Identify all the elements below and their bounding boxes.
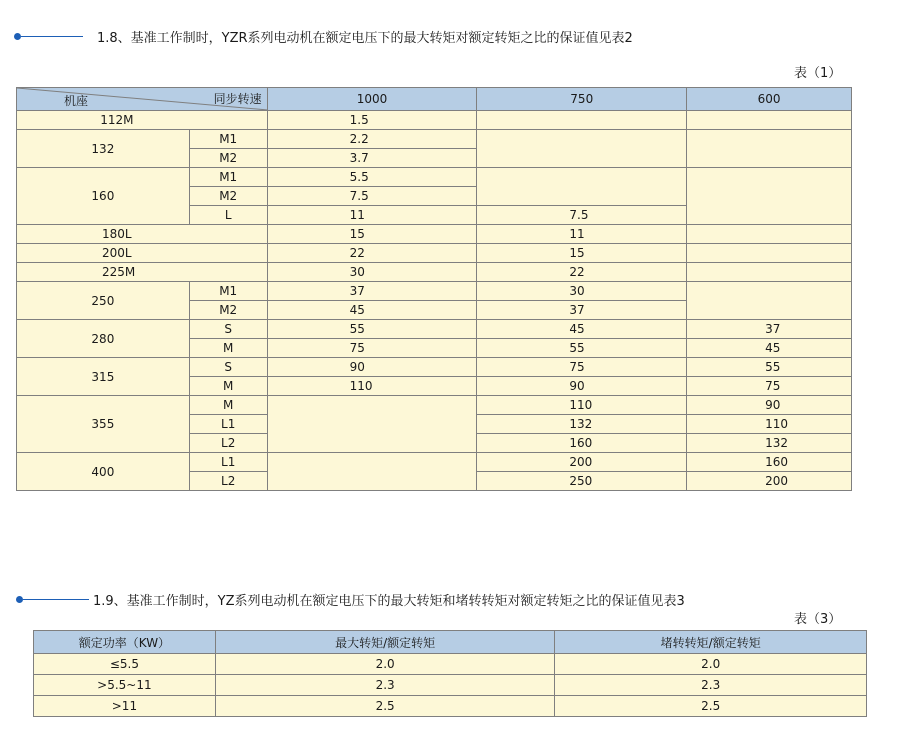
- value-cell: 160: [477, 434, 687, 453]
- sub-cell: M2: [189, 301, 267, 320]
- value-cell: 55: [687, 358, 852, 377]
- section-1-title: 1.8、基准工作制时，YZR系列电动机在额定电压下的最大转矩对额定转矩之比的保证值见表2: [97, 31, 633, 46]
- value-cell: 75: [267, 339, 477, 358]
- table-row: [17, 358, 852, 377]
- frame-axis-label: 机座: [64, 94, 89, 108]
- sub-cell: M: [189, 339, 267, 358]
- value-cell: [687, 244, 852, 263]
- table-row: [17, 320, 852, 339]
- value-cell: 30: [267, 263, 477, 282]
- frame-cell: 132: [17, 130, 190, 168]
- table-row: [17, 396, 852, 415]
- value-cell: 7.5: [267, 187, 477, 206]
- value-cell: 11: [267, 206, 477, 225]
- value-cell: 37: [267, 282, 477, 301]
- table-row: [34, 654, 867, 675]
- value-cell: 200: [687, 472, 852, 491]
- value-cell: [687, 282, 852, 320]
- value-cell: 1.5: [267, 111, 477, 130]
- value-cell: 45: [687, 339, 852, 358]
- corner-header-cell: [17, 88, 268, 111]
- sub-cell: L1: [189, 415, 267, 434]
- value-cell: [267, 396, 477, 453]
- value-cell: 160: [687, 453, 852, 472]
- sub-cell: S: [189, 358, 267, 377]
- table-row: [17, 225, 852, 244]
- torque-ratio-table-1: [16, 87, 852, 491]
- value-cell: 15: [477, 244, 687, 263]
- power-cell: ≤5.5: [34, 654, 216, 675]
- table-row: [17, 111, 852, 130]
- speed-header-1000: 1000: [267, 88, 477, 111]
- value-cell: 5.5: [267, 168, 477, 187]
- value-cell: 30: [477, 282, 687, 301]
- frame-cell: 180L: [17, 225, 268, 244]
- value-cell: [687, 130, 852, 168]
- torque-ratio-table-3: [33, 630, 867, 717]
- value-cell: 15: [267, 225, 477, 244]
- header-power: 额定功率（KW）: [34, 631, 216, 654]
- value-cell: 55: [267, 320, 477, 339]
- value-cell: [687, 225, 852, 244]
- value-cell: 75: [477, 358, 687, 377]
- section-2-heading: [16, 590, 685, 609]
- sub-cell: M: [189, 377, 267, 396]
- sub-cell: M1: [189, 168, 267, 187]
- header-locked-torque-ratio: 堵转转矩/额定转矩: [555, 631, 867, 654]
- value-cell: 2.3: [215, 675, 555, 696]
- sub-cell: M1: [189, 282, 267, 301]
- value-cell: [477, 130, 687, 168]
- value-cell: 37: [477, 301, 687, 320]
- table-row: [34, 675, 867, 696]
- sub-cell: L1: [189, 453, 267, 472]
- frame-cell: 355: [17, 396, 190, 453]
- value-cell: 2.5: [555, 696, 867, 717]
- table-3-caption: 表（3）: [794, 612, 842, 627]
- table-row: [17, 263, 852, 282]
- speed-header-600: 600: [687, 88, 852, 111]
- value-cell: 250: [477, 472, 687, 491]
- table-1-caption: 表（1）: [794, 66, 842, 81]
- section-2-title: 1.9、基准工作制时，YZ系列电动机在额定电压下的最大转矩和堵转转矩对额定转矩之比的保证值见表3: [93, 594, 685, 609]
- value-cell: [687, 111, 852, 130]
- value-cell: 132: [687, 434, 852, 453]
- frame-cell: 200L: [17, 244, 268, 263]
- table-row: [17, 453, 852, 472]
- sub-cell: M1: [189, 130, 267, 149]
- table-row: [17, 282, 852, 301]
- value-cell: [687, 168, 852, 225]
- sub-cell: M2: [189, 149, 267, 168]
- value-cell: 7.5: [477, 206, 687, 225]
- value-cell: 90: [477, 377, 687, 396]
- value-cell: 110: [477, 396, 687, 415]
- section-1-heading: [14, 27, 633, 46]
- sub-cell: L2: [189, 472, 267, 491]
- value-cell: 2.2: [267, 130, 477, 149]
- table-row: [17, 168, 852, 187]
- table-row: [17, 244, 852, 263]
- value-cell: 55: [477, 339, 687, 358]
- value-cell: 22: [267, 244, 477, 263]
- value-cell: 2.5: [215, 696, 555, 717]
- value-cell: [477, 168, 687, 206]
- value-cell: [267, 453, 477, 491]
- value-cell: 2.3: [555, 675, 867, 696]
- sub-cell: S: [189, 320, 267, 339]
- frame-cell: 225M: [17, 263, 268, 282]
- sub-cell: M: [189, 396, 267, 415]
- value-cell: [477, 111, 687, 130]
- value-cell: 22: [477, 263, 687, 282]
- table-header-row: [34, 631, 867, 654]
- value-cell: 132: [477, 415, 687, 434]
- value-cell: 200: [477, 453, 687, 472]
- value-cell: 75: [687, 377, 852, 396]
- value-cell: 3.7: [267, 149, 477, 168]
- value-cell: 45: [477, 320, 687, 339]
- power-cell: >5.5~11: [34, 675, 216, 696]
- sub-cell: M2: [189, 187, 267, 206]
- value-cell: 2.0: [215, 654, 555, 675]
- value-cell: 90: [267, 358, 477, 377]
- power-cell: >11: [34, 696, 216, 717]
- frame-cell: 112M: [17, 111, 268, 130]
- frame-cell: 400: [17, 453, 190, 491]
- value-cell: 37: [687, 320, 852, 339]
- table-row: [34, 696, 867, 717]
- value-cell: [687, 263, 852, 282]
- sub-cell: L: [189, 206, 267, 225]
- frame-cell: 280: [17, 320, 190, 358]
- speed-header-750: 750: [477, 88, 687, 111]
- value-cell: 2.0: [555, 654, 867, 675]
- value-cell: 90: [687, 396, 852, 415]
- sub-cell: L2: [189, 434, 267, 453]
- value-cell: 11: [477, 225, 687, 244]
- frame-cell: 315: [17, 358, 190, 396]
- header-max-torque-ratio: 最大转矩/额定转矩: [215, 631, 555, 654]
- table-row: [17, 130, 852, 149]
- value-cell: 110: [267, 377, 477, 396]
- frame-cell: 160: [17, 168, 190, 225]
- frame-cell: 250: [17, 282, 190, 320]
- value-cell: 45: [267, 301, 477, 320]
- speed-axis-label: 同步转速: [213, 92, 262, 106]
- bullet-marker-icon: [16, 596, 89, 603]
- bullet-marker-icon: [14, 33, 83, 40]
- table-header-row: [17, 88, 852, 111]
- value-cell: 110: [687, 415, 852, 434]
